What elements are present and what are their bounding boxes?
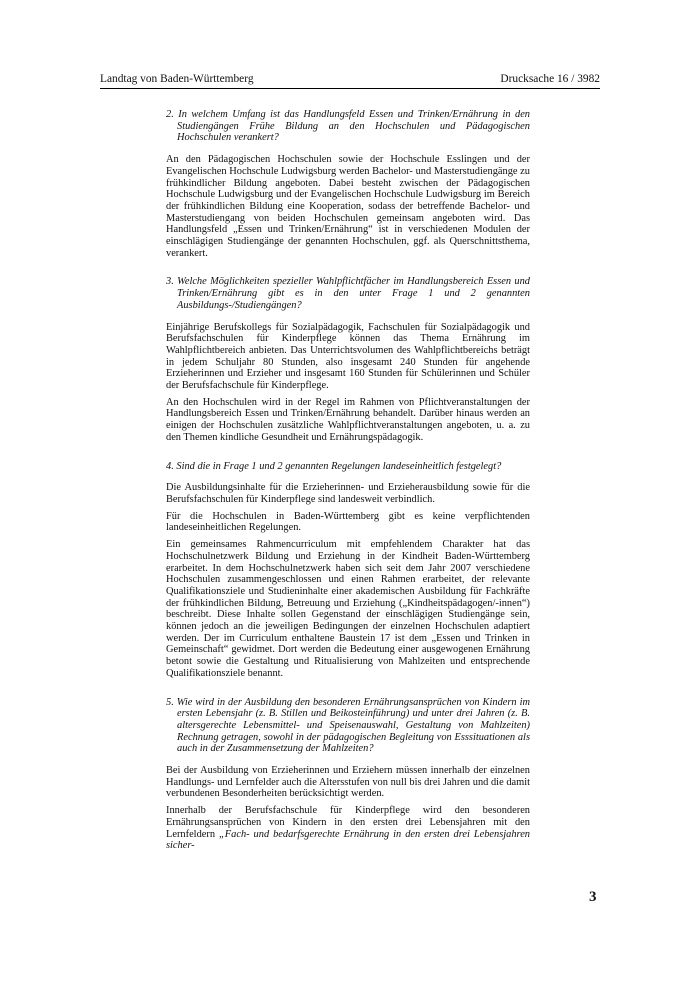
header-document-number: Drucksache 16 / 3982 xyxy=(500,73,600,85)
question-2: 2. In welchem Umfang ist das Handlungsfeld Essen und Trinken/Ernährung in den Studiengängen Frühe Bildung an den Hochschulen und Pädagogischen Hochschulen verankert? xyxy=(166,109,530,144)
question-5: 5. Wie wird in der Ausbildung den besonderen Ernährungsansprüchen von Kindern im ersten Lebensjahr (z. B. Stillen und Beikosteinführung) und unter drei Jahren (z. B. altersgerechte Lebensmittel- und Speisenauswahl, Gestaltung von Mahlzeiten) Rechnung getragen, sowohl in der pädagogischen Begleitung von Esssituationen als auch in der Zusammensetzung der Mahlzeiten? xyxy=(166,696,530,755)
answer-5-paragraph-1: Bei der Ausbildung von Erzieherinnen und Erziehern müssen innerhalb der einzelnen Handlungs- und Lernfelder auch die Altersstufen von null bis drei Jahren und die damit verbundenen Besonderheiten berücksichtigt werden. xyxy=(166,765,530,800)
answer-5-paragraph-2-text: Innerhalb der Berufsfachschule für Kinderpflege wird den besonderen Ernährungsansprüchen von Kindern in den ersten drei Lebensjahren mit den Lernfeldern xyxy=(166,805,530,840)
header-publisher: Landtag von Baden-Württemberg xyxy=(100,73,254,85)
answer-2-paragraph-1: An den Pädagogischen Hochschulen sowie der Hochschule Esslingen und der Evangelischen Hochschule Ludwigsburg werden Bachelor- und Masterstudiengänge zu frühkindlicher Bildung angeboten. Dabei besteht zwischen der Pädagogischen Hochschule Ludwigsburg und der Evangelischen Hochschule Ludwigsburg im Bereich der frühkindlichen Bildung eine Kooperation, sodass der betreffende Bachelor- und Masterstudiengang von beiden Hochschulen gemeinsam angeboten wird. Das Handlungsfeld „Essen und Trinken/Ernährung“ ist in verschiedenen Modulen der einschlägigen Studiengänge der genannten Hochschulen, ggf. als Querschnittsthema, verankert. xyxy=(166,154,530,259)
answer-5-paragraph-2 xyxy=(166,805,530,852)
question-3: 3. Welche Möglichkeiten spezieller Wahlpflichtfächer im Handlungsbereich Essen und Trinken/Ernährung gibt es in den unter Frage 1 und 2 genannten Ausbildungs-/Studiengängen? xyxy=(166,276,530,311)
body-text xyxy=(166,109,530,852)
answer-5-trailing-italic: „Fach- und bedarfsgerechte Ernährung in den ersten drei Lebensjahren sicher- xyxy=(166,828,531,852)
page-header xyxy=(100,72,600,88)
question-4: 4. Sind die in Frage 1 und 2 genannten Regelungen landeseinheitlich festgelegt? xyxy=(166,460,502,472)
answer-3-paragraph-2: An den Hochschulen wird in der Regel im Rahmen von Pflichtveranstaltungen der Handlungsbereich Essen und Trinken/Ernährung behandelt. Darüber hinaus werden an einigen der Hochschulen zusätzliche Wahlpflichtveranstaltungen angeboten, u. a. zu den Themen kindliche Gesundheit und Ernährungspädagogik. xyxy=(166,396,530,443)
answer-4-paragraph-2: Für die Hochschulen in Baden-Württemberg gibt es keine verpflichtenden landeseinheitlichen Regelungen. xyxy=(166,510,530,534)
answer-4-paragraph-3: Ein gemeinsames Rahmencurriculum mit empfehlendem Charakter hat das Hochschulnetzwerk Bildung und Erziehung in der Kindheit Baden-Württemberg erarbeitet. In dem Hochschulnetzwerk haben sich seit dem Jahr 2007 verschiedene Hochschulen zusammengeschlossen und einen Rahmen erarbeitet, der relevante Qualifikationsziele und Studieninhalte einer akademischen Ausbildung für Fachkräfte der frühkindlichen Bildung, Betreuung und Erziehung („Kindheitspädagogen/-innen“) beschreibt. Diese Inhalte sollen Gegenstand der einschlägigen Studiengänge sein, können jedoch an die jeweiligen Bedingungen der einzelnen Hochschulen adaptiert werden. Der im Curriculum enthaltene Baustein 17 ist dem „Essen und Trinken in Gemeinschaft“ gewidmet. Dort werden die Bedeutung einer ausgewogenen Ernährung betont sowie die Gestaltung und Ritualisierung von Mahlzeiten und entsprechende Qualifikationsziele benannt. xyxy=(166,539,530,679)
answer-4-paragraph-1: Die Ausbildungsinhalte für die Erzieherinnen- und Erzieherausbildung sowie für die Berufsfachschulen für Kinderpflege sind landesweit verbindlich. xyxy=(166,482,530,505)
page-number: 3 xyxy=(589,889,597,905)
header-rule xyxy=(100,88,600,89)
answer-3-paragraph-1: Einjährige Berufskollegs für Sozialpädagogik, Fachschulen für Sozialpädagogik und Berufsfachschulen für Kinderpflege können das Thema Ernährung im Wahlpflichtbereich anbieten. Das Unterrichtsvolumen des Wahlpflichtbereichs beträgt in jedem Schuljahr 80 Stunden, also insgesamt 240 Stunden für angehende Erzieherinnen und Erzieher und insgesamt 160 Stunden für Schülerinnen und Schüler der Berufsfachschule für Kinderpflege. xyxy=(166,321,530,392)
